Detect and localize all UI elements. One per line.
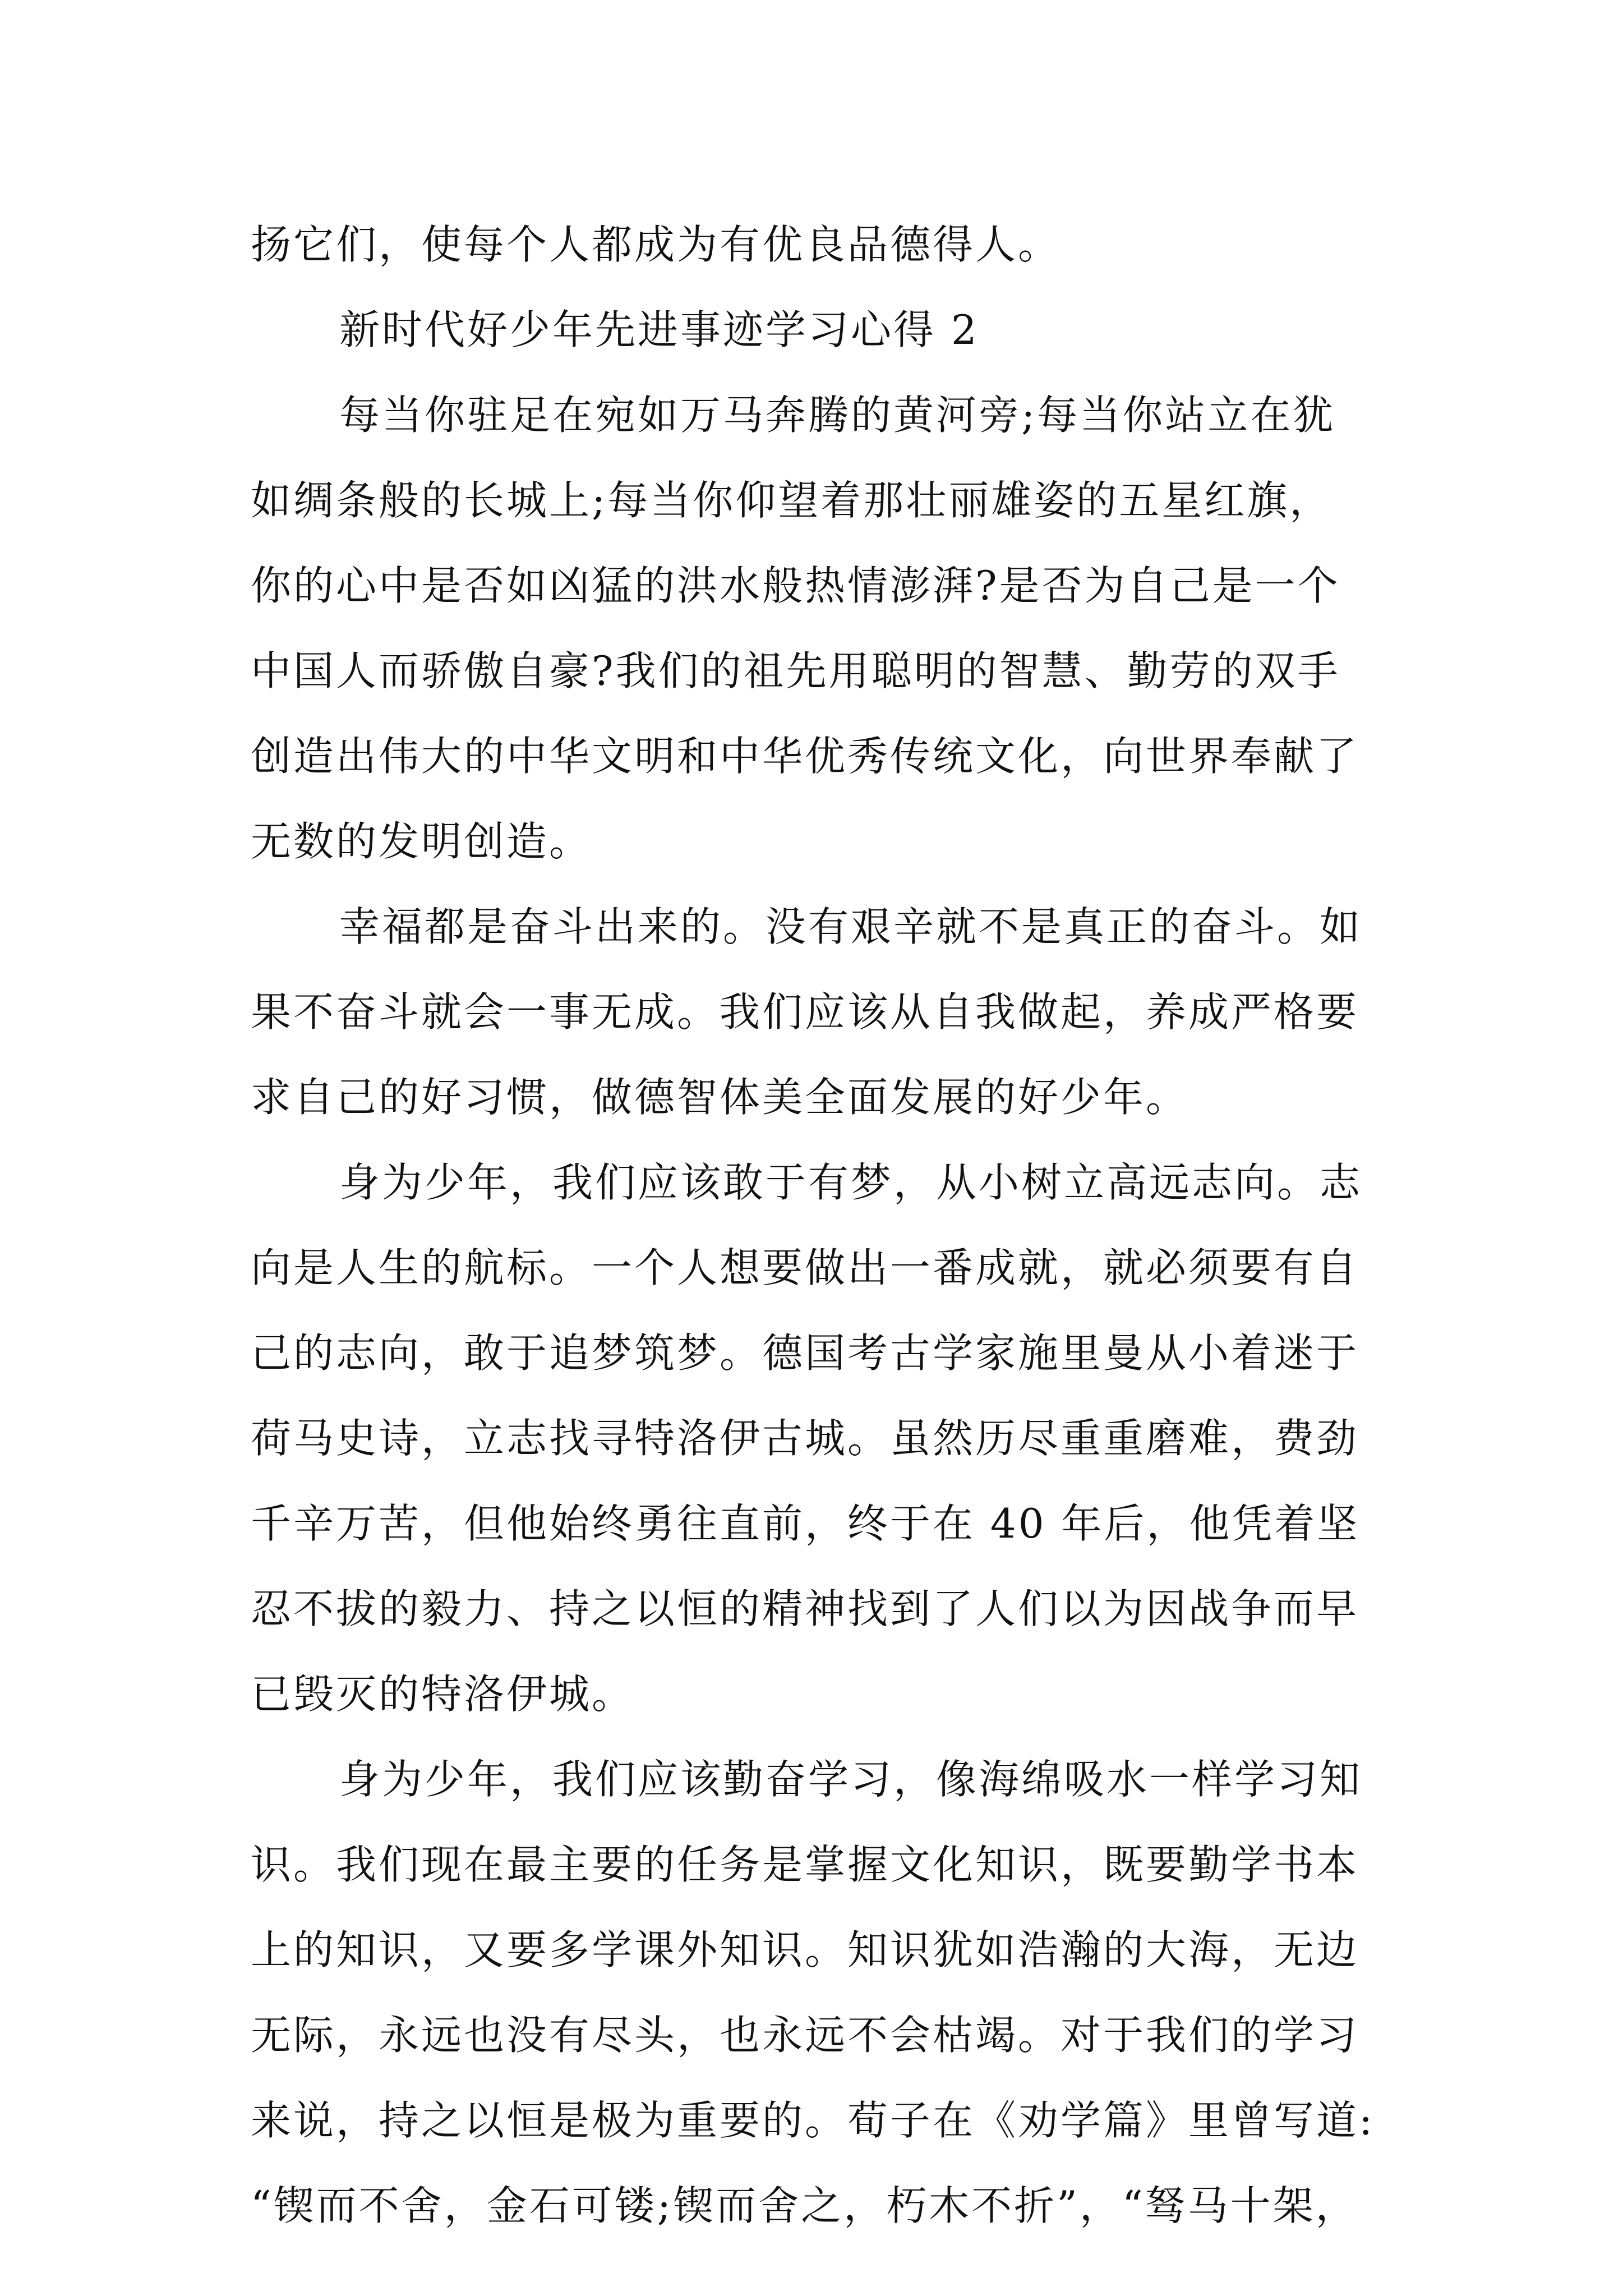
- text-line: 忍不拔的毅力、持之以恒的精神找到了人们以为因战争而早: [251, 1585, 1359, 1632]
- text-line: 千辛万苦，但他始终勇往直前，终于在 40 年后，他凭着坚: [251, 1500, 1360, 1547]
- text-line: 识。我们现在最主要的任务是掌握文化知识，既要勤学书本: [251, 1841, 1359, 1888]
- text-line: 如绸条般的长城上;每当你仰望着那壮丽雄姿的五星红旗，: [251, 477, 1332, 524]
- text-line: 求自己的好习惯，做德智体美全面发展的好少年。: [251, 1074, 1189, 1121]
- text-line: 身为少年，我们应该敢于有梦，从小树立高远志向。志: [339, 1159, 1363, 1206]
- text-line: 来说，持之以恒是极为重要的。荀子在《劝学篇》里曾写道:: [251, 2097, 1375, 2144]
- text-line: 已毁灭的特洛伊城。: [251, 1671, 635, 1718]
- text-line: 扬它们，使每个人都成为有优良品德得人。: [251, 221, 1061, 268]
- text-line: 你的心中是否如凶猛的洪水般热情澎湃?是否为自己是一个: [251, 562, 1340, 609]
- text-line: 荷马史诗，立志找寻特洛伊古城。虽然历尽重重磨难，费劲: [251, 1415, 1359, 1462]
- document-body: [251, 202, 1395, 2248]
- text-line: 己的志向，敢于追梦筑梦。德国考古学家施里曼从小着迷于: [251, 1329, 1359, 1377]
- text-line: 身为少年，我们应该勤奋学习，像海绵吸水一样学习知: [339, 1756, 1363, 1803]
- text-line: 幸福都是奋斗出来的。没有艰辛就不是真正的奋斗。如: [339, 903, 1363, 950]
- text-line: 上的知识，又要多学课外知识。知识犹如浩瀚的大海，无边: [251, 1926, 1359, 1973]
- text-line: 新时代好少年先进事迹学习心得 2: [339, 306, 979, 353]
- text-line: 每当你驻足在宛如万马奔腾的黄河旁;每当你站立在犹: [339, 392, 1336, 439]
- text-line: 无数的发明创造。: [251, 818, 592, 865]
- text-line: 创造出伟大的中华文明和中华优秀传统文化，向世界奉献了: [251, 733, 1359, 780]
- text-line: 中国人而骄傲自豪?我们的祖先用聪明的智慧、勤劳的双手: [251, 647, 1340, 694]
- text-line: 无际，永远也没有尽头，也永远不会枯竭。对于我们的学习: [251, 2012, 1359, 2059]
- text-line: “锲而不舍，金石可镂;锲而舍之，朽木不折”，“驽马十架，: [251, 2182, 1358, 2229]
- text-line: 果不奋斗就会一事无成。我们应该从自我做起，养成严格要: [251, 988, 1359, 1036]
- text-line: 向是人生的航标。一个人想要做出一番成就，就必须要有自: [251, 1244, 1359, 1291]
